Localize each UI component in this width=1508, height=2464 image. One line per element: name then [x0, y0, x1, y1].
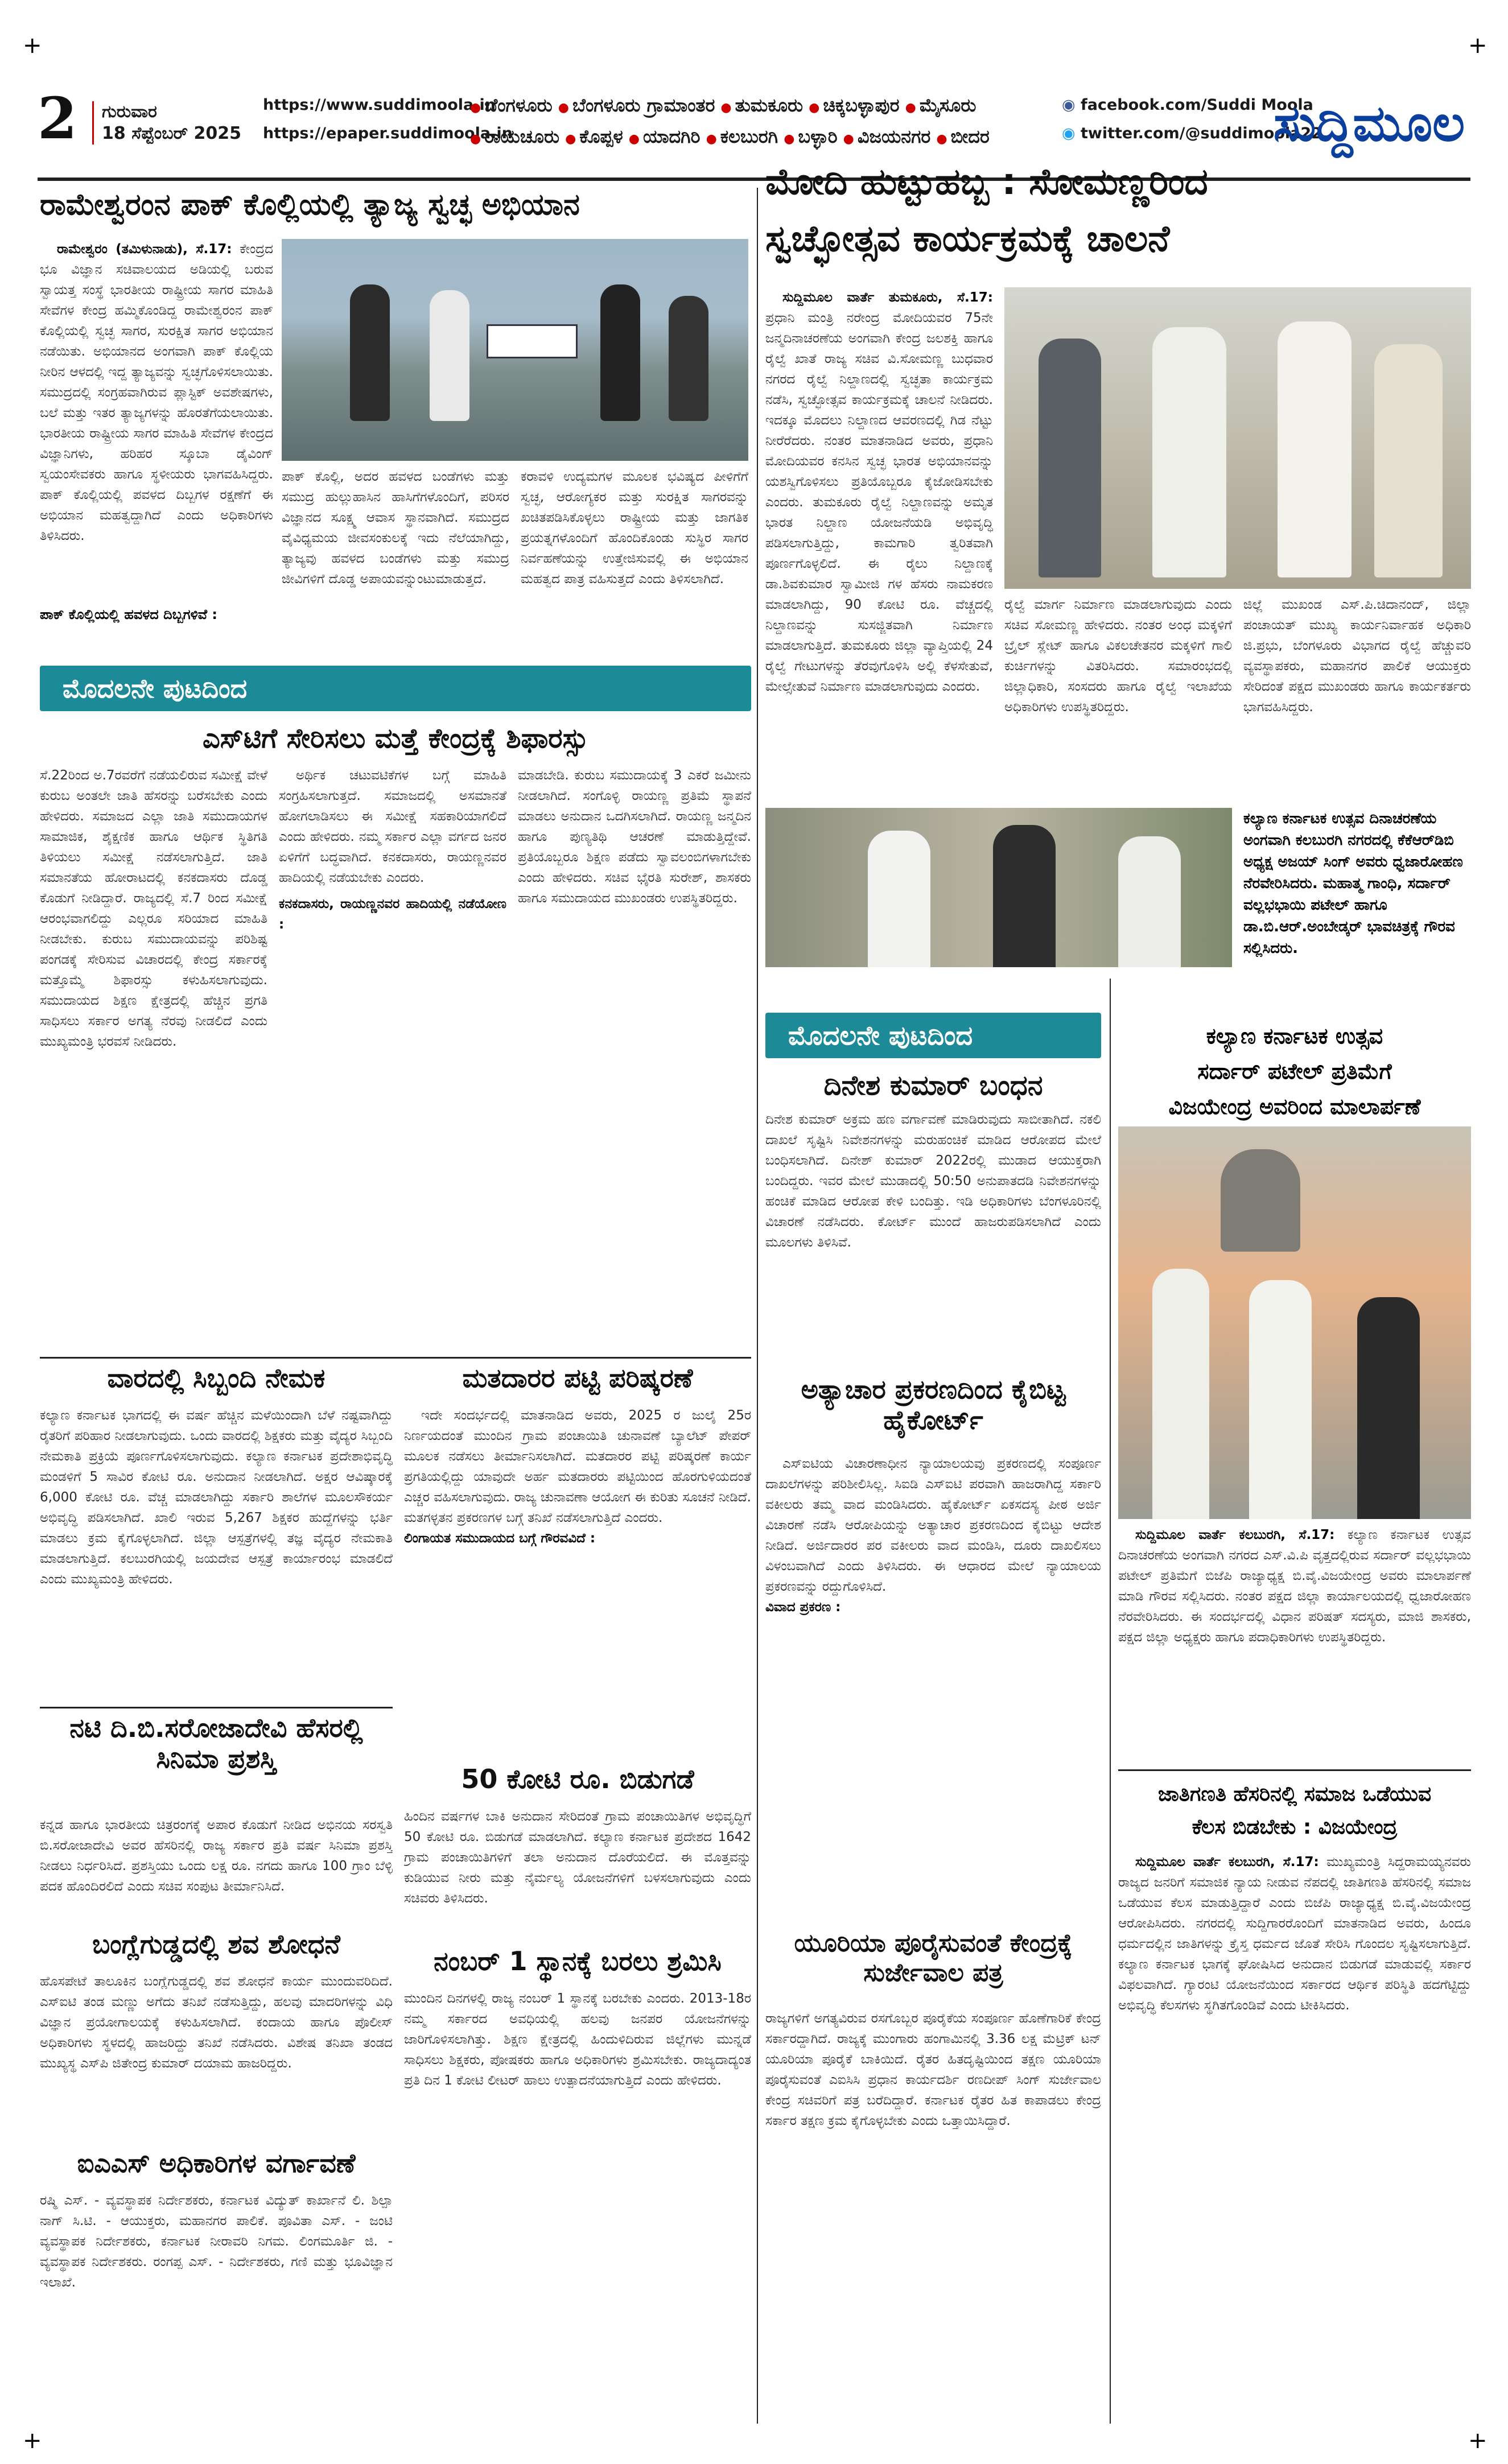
headline-line-1: ಮೋದಿ ಹುಟ್ಟುಹಬ್ಬ : ಸೋಮಣ್ಣರಿಂದ: [765, 161, 1208, 203]
headline: ದಿನೇಶ ಕುಮಾರ್ ಬಂಧನ: [823, 1070, 1043, 1101]
issue-date-text: 18 ಸೆಪ್ಟೆಂಬರ್ 2025: [102, 123, 242, 143]
headline: ವಾರದಲ್ಲಿ ಸಿಬ್ಬಂದಿ ನೇಮಕ: [107, 1363, 326, 1393]
city: ● ಬೆಂಗಳೂರು: [470, 94, 553, 116]
twitter-link[interactable]: ◉ twitter.com/@suddimoola22: [1062, 125, 1322, 142]
facebook-link[interactable]: ◉ facebook.com/Suddi Moola: [1062, 96, 1313, 114]
headline: ಯೂರಿಯಾ ಪೂರೈಸುವಂತೆ ಕೇಂದ್ರಕ್ಕೆ ಸುರ್ಜೇವಾಲ ಪತ್ರ: [794, 1929, 1073, 1987]
dateline: ಸುದ್ದಿಮೂಲ ವಾರ್ತೆ ಕಲಬುರಗಿ, ಸೆ.17:: [1135, 1855, 1319, 1869]
headline: ಎಸ್‌ಟಿಗೆ ಸೇರಿಸಲು ಮತ್ತೆ ಕೇಂದ್ರಕ್ಕೆ ಶಿಫಾರಸ್ಸು: [202, 723, 589, 754]
article-body: ಸುದ್ದಿಮೂಲ ವಾರ್ತೆ ಕಲಬುರಗಿ, ಸೆ.17: ಮುಖ್ಯಮಂತ್ರಿ ಸಿದ್ದರಾಮಯ್ಯನವರು ರಾಜ್ಯದ ಜನರಿಗೆ ಸಮಾಜಿಕ ನ್ಯಾಯ ನೀಡುವ ನೆಪದಲ್ಲಿ ಜಾತಿಗಣತಿ ಹೆಸರಿನಲ್ಲಿ ಸಮಾಜ ಒಡೆಯುವ ಕೆಲಸ ಮಾಡುತ್ತಿದ್ದಾರೆ ಎಂದು ಬಿಜೆಪಿ ರಾಜ್ಯಾಧ್ಯಕ್ಷ ಬಿ.ವೈ.ವಿಜಯೇಂದ್ರ ಆರೋಪಿಸಿದರು. ನಗರದಲ್ಲಿ ಸುದ್ದಿಗಾರರೊಂದಿಗೆ ಮಾತನಾಡಿದ ಅವರು, ಹಿಂದೂ ಧರ್ಮದಲ್ಲಿನ ಜಾತಿಗಳನ್ನು ಕ್ರೈಸ್ತ ಧರ್ಮದ ಜೊತೆ ಸೇರಿಸಿ ಗೊಂದಲ ಸೃಷ್ಟಿಸಲಾಗುತ್ತಿದೆ. ಕಲ್ಯಾಣ ಕರ್ನಾಟಕ ಭಾಗಕ್ಕೆ ಘೋಷಿಸಿದ ಅನುದಾನ ಬಿಡುಗಡೆ ಮಾಡುವಲ್ಲಿ ಸರ್ಕಾರ ವಿಫಲವಾಗಿದೆ. ಗ್ಯಾರಂಟಿ ಯೋಜನೆಯಿಂದ ಸರ್ಕಾರದ ಆರ್ಥಿಕ ಪರಿಸ್ಥಿತಿ ಹದಗೆಟ್ಟಿದ್ದು ಅಭಿವೃದ್ಧಿ ಕೆಲಸಗಳು ಸ್ಥಗಿತಗೊಂಡಿವೆ ಎಂದು ಟೀಕಿಸಿದರು.: [1118, 1855, 1471, 2013]
issue-day: ಗುರುವಾರ: [102, 102, 157, 122]
article-body: ಕಲ್ಯಾಣ ಕರ್ನಾಟಕ ಭಾಗದಲ್ಲಿ ಈ ವರ್ಷ ಹೆಚ್ಚಿನ ಮಳೆಯಿಂದಾಗಿ ಬೆಳೆ ನಷ್ಟವಾಗಿದ್ದು ರೈತರಿಗೆ ಪರಿಹಾರ ನೀಡಲಾಗುವುದು. ಒಂದು ವಾರದಲ್ಲಿ ಶಿಕ್ಷಕರು ಮತ್ತು ವೈದ್ಯರ ಸಿಬ್ಬಂದಿ ನೇಮಕಾತಿ ಪ್ರಕ್ರಿಯೆ ಪೂರ್ಣಗೊಳಿಸಲಾಗುವುದು. ಕಲ್ಯಾಣ ಕರ್ನಾಟಕ ಪ್ರದೇಶಾಭಿವೃದ್ಧಿ ಮಂಡಳಿಗೆ 5 ಸಾವಿರ ಕೋಟಿ ರೂ. ಅನುದಾನ ನೀಡಲಾಗಿದೆ. ಅಕ್ಷರ ಆವಿಷ್ಕಾರಕ್ಕೆ 6,000 ಕೋಟಿ ರೂ. ವೆಚ್ಚ ಮಾಡಲಾಗಿದ್ದು ಸರ್ಕಾರಿ ಶಾಲೆಗಳ ಮೂಲಸೌಕರ್ಯ ಅಭಿವೃದ್ಧಿ ಪಡಿಸಲಾಗಿದೆ. ಖಾಲಿ ಇರುವ 5,267 ಶಿಕ್ಷಕರ ಹುದ್ದೆಗಳನ್ನು ಭರ್ತಿ ಮಾಡಲು ಕ್ರಮ ಕೈಗೊಳ್ಳಲಾಗಿದೆ. ಜಿಲ್ಲಾ ಆಸ್ಪತ್ರೆಗಳಲ್ಲಿ ತಜ್ಞ ವೈದ್ಯರ ನೇಮಕಾತಿ ಮಾಡಲಾಗುತ್ತಿದೆ. ಕಲಬುರಗಿಯಲ್ಲಿ ಜಯದೇವ ಆಸ್ಪತ್ರೆ ಕಾರ್ಯಾರಂಭ ಮಾಡಲಿದೆ ಎಂದು ಮುಖ್ಯಮಂತ್ರಿ ಹೇಳಿದರು.: [40, 1408, 393, 1587]
dateline: ರಾಮೇಶ್ವರಂ (ತಮಿಳುನಾಡು), ಸೆ.17:: [57, 242, 232, 257]
headline-line-1: ಕಲ್ಯಾಣ ಕರ್ನಾಟಕ ಉತ್ಸವ: [1206, 1023, 1383, 1049]
article-body: ಅರ್ಥಿಕ ಚಟುವಟಿಕೆಗಳ ಬಗ್ಗೆ ಮಾಹಿತಿ ಸಂಗ್ರಹಿಸಲಾಗುತ್ತದೆ. ಸಮಾಜದಲ್ಲಿ ಅಸಮಾನತೆ ಹೋಗಲಾಡಿಸಲು ಈ ಸಮೀಕ್ಷೆ ಸಹಕಾರಿಯಾಗಲಿದೆ ಎಂದು ಹೇಳಿದರು. ನಮ್ಮ ಸರ್ಕಾರ ಎಲ್ಲಾ ವರ್ಗದ ಜನರ ಏಳಿಗೆಗೆ ಬದ್ಧವಾಗಿದೆ. ಕನಕದಾಸರು, ರಾಯಣ್ಣನವರ ಹಾದಿಯಲ್ಲಿ ನಡೆಯಬೇಕು ಎಂದರು. ಕನಕದಾಸರು, ರಾಯಣ್ಣನವರ ಹಾದಿಯಲ್ಲಿ ನಡೆಯೋಣ :: [279, 765, 506, 1334]
article-body: ದಿನೇಶ ಕುಮಾರ್ ಅಕ್ರಮ ಹಣ ವರ್ಗಾವಣೆ ಮಾಡಿರುವುದು ಸಾಬೀತಾಗಿದೆ. ನಕಲಿ ದಾಖಲೆ ಸೃಷ್ಟಿಸಿ ನಿವೇಶನಗಳನ್ನು ಮರುಹಂಚಿಕೆ ಮಾಡಿದ ಆರೋಪದ ಮೇಲೆ ಬಂಧಿಸಲಾಗಿದೆ. ದಿನೇಶ್ ಕುಮಾರ್ 2022ರಲ್ಲಿ ಮುಡಾದ ಆಯುಕ್ತರಾಗಿ ಬಂದಿದ್ದರು. ಇವರ ಮೇಲೆ ಮುಡಾದಲ್ಲಿ 50:50 ಅನುಪಾತದಡಿ ನಿವೇಶನಗಳನ್ನು ಹಂಚಿಕೆ ಮಾಡಿದ ಆರೋಪ ಕೇಳಿ ಬಂದಿತ್ತು. ಇಡಿ ಅಧಿಕಾರಿಗಳು ಬೆಂಗಳೂರಿನಲ್ಲಿ ವಿಚಾರಣೆ ನಡೆಸಿದರು. ಕೋರ್ಟ್ ಮುಂದೆ ಹಾಜರುಪಡಿಸಲಾಗಿದೆ ಎಂದು ಮೂಲಗಳು ತಿಳಿಸಿವೆ.: [765, 1112, 1101, 1250]
dateline: ಸುದ್ದಿಮೂಲ ವಾರ್ತೆ ತುಮಕೂರು, ಸೆ.17:: [782, 290, 993, 305]
article-body: ಇದೇ ಸಂದರ್ಭದಲ್ಲಿ ಮಾತನಾಡಿದ ಅವರು, 2025 ರ ಜುಲೈ 25ರ ನಿರ್ಣಯದಂತೆ ಮುಂದಿನ ಗ್ರಾಮ ಪಂಚಾಯಿತಿ ಚುನಾವಣೆ ಬ್ಯಾಲೆಟ್ ಪೇಪರ್ ಮೂಲಕ ನಡೆಸಲು ತೀರ್ಮಾನಿಸಲಾಗಿದೆ. ಮತದಾರರ ಪಟ್ಟಿ ಪರಿಷ್ಕರಣೆ ಕಾರ್ಯ ಪ್ರಗತಿಯಲ್ಲಿದ್ದು ಯಾವುದೇ ಅರ್ಹ ಮತದಾರರು ಪಟ್ಟಿಯಿಂದ ಹೊರಗುಳಿಯದಂತೆ ಎಚ್ಚರ ವಹಿಸಲಾಗುವುದು. ರಾಜ್ಯ ಚುನಾವಣಾ ಆಯೋಗ ಈ ಕುರಿತು ಸೂಚನೆ ನೀಡಿದೆ. ಮತಗಳ್ಳತನ ಪ್ರಕರಣಗಳ ಬಗ್ಗೆ ತನಿಖೆ ನಡೆಸಲಾಗುತ್ತಿದೆ ಎಂದರು. ಲಿಂಗಾಯತ ಸಮುದಾಯದ ಬಗ್ಗೆ ಗೌರವವಿದೆ :: [404, 1405, 751, 1758]
registration-mark-bottom-right: +: [1468, 2428, 1488, 2454]
headline: [1118, 1018, 1471, 1124]
subheading: ಲಿಂಗಾಯತ ಸಮುದಾಯದ ಬಗ್ಗೆ ಗೌರವವಿದೆ :: [404, 1531, 596, 1546]
headline-line-3: ವಿಜಯೇಂದ್ರ ಅವರಿಂದ ಮಾಲಾರ್ಪಣೆ: [1168, 1094, 1421, 1119]
epaper-link[interactable]: https://epaper.suddimoola.in: [263, 125, 513, 142]
photo-caption: ಕಲ್ಯಾಣ ಕರ್ನಾಟಕ ಉತ್ಸವ ದಿನಾಚರಣೆಯ ಅಂಗವಾಗಿ ಕಲಬುರಗಿ ನಗರದಲ್ಲಿ ಕೆಕೆಆರ್‌ಡಿಬಿ ಅಧ್ಯಕ್ಷ ಅಜಯ್ ಸಿಂಗ್ ಅವರು ಧ್ವಜಾರೋಹಣ ನೆರವೇರಿಸಿದರು. ಮಹಾತ್ಮ ಗಾಂಧಿ, ಸರ್ದಾರ್ ವಲ್ಲಭಭಾಯಿ ಪಟೇಲ್ ಹಾಗೂ ಡಾ.ಬಿ.ಆರ್.ಅಂಬೇಡ್ಕರ್ ಭಾವಚಿತ್ರಕ್ಕೆ ಗೌರವ ಸಲ್ಲಿಸಿದರು.: [1243, 810, 1463, 957]
headline-line-2: ಕೆಲಸ ಬಿಡಬೇಕು : ವಿಜಯೇಂದ್ರ: [1192, 1815, 1398, 1839]
subheading: ವಿವಾದ ಪ್ರಕರಣ :: [765, 1600, 841, 1615]
registration-mark-top-left: +: [23, 32, 42, 59]
city: ● ಮೈಸೂರು: [905, 94, 977, 116]
article-body: ಸುದ್ದಿಮೂಲ ವಾರ್ತೆ ಕಲಬುರಗಿ, ಸೆ.17: ಕಲ್ಯಾಣ ಕರ್ನಾಟಕ ಉತ್ಸವ ದಿನಾಚರಣೆಯ ಅಂಗವಾಗಿ ನಗರದ ಎಸ್.ವಿ.ಪಿ ವೃತ್ತದಲ್ಲಿರುವ ಸರ್ದಾರ್ ವಲ್ಲಭಭಾಯಿ ಪಟೇಲ್ ಪ್ರತಿಮೆಗೆ ಬಿಜೆಪಿ ರಾಜ್ಯಾಧ್ಯಕ್ಷ ಬಿ.ವೈ.ವಿಜಯೇಂದ್ರ ಅವರು ಮಾಲಾರ್ಪಣೆ ಮಾಡಿ ಗೌರವ ಸಲ್ಲಿಸಿದರು. ನಂತರ ಪಕ್ಷದ ಜಿಲ್ಲಾ ಕಾರ್ಯಾಲಯದಲ್ಲಿ ಧ್ವಜಾರೋಹಣ ನೆರವೇರಿಸಿದರು. ಈ ಸಂದರ್ಭದಲ್ಲಿ ವಿಧಾನ ಪರಿಷತ್ ಸದಸ್ಯರು, ಮಾಜಿ ಶಾಸಕರು, ಪಕ್ಷದ ಜಿಲ್ಲಾ ಅಧ್ಯಕ್ಷರು ಹಾಗೂ ಪದಾಧಿಕಾರಿಗಳು ಉಪಸ್ಥಿತರಿದ್ದರು.: [1118, 1528, 1471, 1645]
photo-kalyana-karnataka-flag: [765, 808, 1232, 967]
article-body: ರಾಮೇಶ್ವರಂ (ತಮಿಳುನಾಡು), ಸೆ.17: ಕೇಂದ್ರದ ಭೂ ವಿಜ್ಞಾನ ಸಚಿವಾಲಯದ ಅಡಿಯಲ್ಲಿ ಬರುವ ಸ್ವಾಯತ್ತ ಸಂಸ್ಥೆ ಭಾರತೀಯ ರಾಷ್ಟ್ರೀಯ ಸಾಗರ ಮಾಹಿತಿ ಸೇವೆಗಳ ಕೇಂದ್ರ ಹಮ್ಮಿಕೊಂಡಿದ್ದ ರಾಮೇಶ್ವರಂನ ಪಾಕ್ ಕೊಲ್ಲಿಯಲ್ಲಿ ಸ್ವಚ್ಛ ಸಾಗರ, ಸುರಕ್ಷಿತ ಸಾಗರ ಅಭಿಯಾನ ನಡೆಯಿತು. ಅಭಿಯಾನದ ಅಂಗವಾಗಿ ಪಾಕ್ ಕೊಲ್ಲಿಯ ನೀರಿನ ಆಳದಲ್ಲಿ ಇದ್ದ ತ್ಯಾಜ್ಯವನ್ನು ಸ್ವಚ್ಛಗೊಳಿಸಲಾಯಿತು. ಸಮುದ್ರದಲ್ಲಿ ಸಂಗ್ರಹವಾಗಿರುವ ಪ್ಲಾಸ್ಟಿಕ್ ಅವಶೇಷಗಳು, ಬಲೆ ಮತ್ತು ಇತರ ತ್ಯಾಜ್ಯಗಳನ್ನು ಹೊರತೆಗೆಯಲಾಯಿತು. ಭಾರತೀಯ ರಾಷ್ಟ್ರೀಯ ಸಾಗರ ಮಾಹಿತಿ ಸೇವೆಗಳ ಕೇಂದ್ರದ ವಿಜ್ಞಾನಿಗಳು, ಹರಿಹರ ಸ್ಕೂಬಾ ಡೈವಿಂಗ್ ಸ್ವಯಂಸೇವಕರು ಹಾಗೂ ಸ್ಥಳೀಯರು ಭಾಗವಹಿಸಿದ್ದರು. ಪಾಕ್ ಕೊಲ್ಲಿಯಲ್ಲಿ ಪವಳದ ದಿಬ್ಬಗಳ ರಕ್ಷಣೆಗೆ ಈ ಅಭಿಯಾನ ಮಹತ್ವದ್ದಾಗಿದೆ ಎಂದು ಅಧಿಕಾರಿಗಳು ತಿಳಿಸಿದರು.: [40, 242, 273, 543]
city: ● ಯಾದಗಿರಿ: [629, 126, 701, 147]
column-divider: [1110, 979, 1111, 2424]
section-banner: ಮೊದಲನೇ ಪುಟದಿಂದ: [765, 1013, 1101, 1058]
cities-row-1: [470, 91, 1050, 122]
dateline: ಸುದ್ದಿಮೂಲ ವಾರ್ತೆ ಕಲಬುರಗಿ, ಸೆ.17:: [1135, 1528, 1335, 1542]
divider: [40, 1357, 751, 1359]
headline-line-2: ಸ್ವಚ್ಛೋತ್ಸವ ಕಾರ್ಯಕ್ರಮಕ್ಕೆ ಚಾಲನೆ: [765, 218, 1170, 260]
article-body: ಪಾಕ್ ಕೊಲ್ಲಿ, ಅದರ ಹವಳದ ಬಂಡೆಗಳು ಮತ್ತು ಸಮುದ್ರ ಹುಲ್ಲುಹಾಸಿನ ಹಾಸಿಗೆಗಳೊಂದಿಗೆ, ಪರಿಸರ ವಿಜ್ಞಾನದ ಸೂಕ್ಷ್ಮ ಆವಾಸ ಸ್ಥಾನವಾಗಿದೆ. ಸಮುದ್ರದ ವೈವಿಧ್ಯಮಯ ಜೀವಸಂಕುಲಕ್ಕೆ ಇದು ನೆಲೆಯಾಗಿದ್ದು, ತ್ಯಾಜ್ಯವು ಹವಳದ ಬಂಡೆಗಳು ಮತ್ತು ಸಮುದ್ರ ಜೀವಿಗಳಿಗೆ ದೊಡ್ಡ ಅಪಾಯವನ್ನುಂಟುಮಾಡುತ್ತದೆ.: [282, 469, 509, 587]
city: ● ಬಳ್ಳಾರಿ: [784, 126, 837, 147]
photo-vijayendra-garland: [1118, 1126, 1471, 1519]
twitter-icon: ◉: [1062, 125, 1081, 142]
article-body: ಹಿಂದಿನ ವರ್ಷಗಳ ಬಾಕಿ ಅನುದಾನ ಸೇರಿದಂತೆ ಗ್ರಾಮ ಪಂಚಾಯಿತಿಗಳ ಅಭಿವೃದ್ಧಿಗೆ 50 ಕೋಟಿ ರೂ. ಬಿಡುಗಡೆ ಮಾಡಲಾಗಿದೆ. ಕಲ್ಯಾಣ ಕರ್ನಾಟಕ ಪ್ರದೇಶದ 1642 ಗ್ರಾಮ ಪಂಚಾಯಿತಿಗಳಿಗೆ ತಲಾ ಅನುದಾನ ದೊರೆಯಲಿದೆ. ಈ ಮೊತ್ತವನ್ನು ಕುಡಿಯುವ ನೀರು ಮತ್ತು ನೈರ್ಮಲ್ಯ ಯೋಜನೆಗಳಿಗೆ ಬಳಸಲಾಗುವುದು ಎಂದು ಸಚಿವರು ತಿಳಿಸಿದರು.: [404, 1809, 751, 1906]
article-body: ಮುಂದಿನ ದಿನಗಳಲ್ಲಿ ರಾಜ್ಯ ನಂಬರ್ 1 ಸ್ಥಾನಕ್ಕೆ ಬರಬೇಕು ಎಂದರು. 2013-18ರ ನಮ್ಮ ಸರ್ಕಾರದ ಅವಧಿಯಲ್ಲಿ ಹಲವು ಜನಪರ ಯೋಜನೆಗಳನ್ನು ಜಾರಿಗೊಳಿಸಲಾಗಿತ್ತು. ಶಿಕ್ಷಣ ಕ್ಷೇತ್ರದಲ್ಲಿ ಹಿಂದುಳಿದಿರುವ ಜಿಲ್ಲೆಗಳು ಮುನ್ನಡೆ ಸಾಧಿಸಲು ಶಿಕ್ಷಕರು, ಪೋಷಕರು ಹಾಗೂ ಅಧಿಕಾರಿಗಳು ಶ್ರಮಿಸಬೇಕು. ರಾಜ್ಯದಾದ್ಯಂತ ಪ್ರತಿ ದಿನ 1 ಕೋಟಿ ಲೀಟರ್ ಹಾಲು ಉತ್ಪಾದನೆಯಾಗುತ್ತಿದೆ ಎಂದು ಹೇಳಿದರು.: [404, 1991, 751, 2088]
city: ● ಕೊಪ್ಪಳ: [565, 126, 623, 147]
headline: ಬಂಗ್ಲೆಗುಡ್ಡದಲ್ಲಿ ಶವ ಶೋಧನೆ: [92, 1929, 340, 1959]
city: ● ವಿಜಯನಗರ: [843, 126, 931, 147]
facebook-icon: ◉: [1062, 96, 1081, 114]
headline: ನಂಬರ್ 1 ಸ್ಥಾನಕ್ಕೆ ಬರಲು ಶ್ರಮಿಸಿ: [434, 1946, 722, 1976]
headline: ಅತ್ಯಾಚಾರ ಪ್ರಕರಣದಿಂದ ಕೈಬಿಟ್ಟ ಹೈಕೋರ್ಟ್: [801, 1374, 1066, 1436]
section-banner: ಮೊದಲನೇ ಪುಟದಿಂದ: [40, 666, 751, 711]
article-body: ಮಾಡಬೇಡಿ. ಕುರುಬ ಸಮುದಾಯಕ್ಕೆ 3 ಎಕರೆ ಜಮೀನು ನೀಡಲಾಗಿದೆ. ಸಂಗೊಳ್ಳಿ ರಾಯಣ್ಣ ಪ್ರತಿಮೆ ಸ್ಥಾಪನೆ ಮಾಡಲು ಅನುದಾನ ಒದಗಿಸಲಾಗಿದೆ. ರಾಯಣ್ಣ ಜನ್ಮದಿನ ಹಾಗೂ ಪುಣ್ಯತಿಥಿ ಆಚರಣೆ ಮಾಡುತ್ತಿದ್ದೇವೆ. ಪ್ರತಿಯೊಬ್ಬರೂ ಶಿಕ್ಷಣ ಪಡೆದು ಸ್ವಾವಲಂಬಿಗಳಾಗಬೇಕು ಎಂದು ಹೇಳಿದರು. ಸಚಿವ ಭೈರತಿ ಸುರೇಶ್, ಶಾಸಕರು ಹಾಗೂ ಸಮುದಾಯದ ಮುಖಂಡರು ಉಪಸ್ಥಿತರಿದ್ದರು.: [518, 768, 751, 906]
headline: ನಟಿ ದಿ.ಬಿ.ಸರೋಜಾದೇವಿ ಹೆಸರಲ್ಲಿ ಸಿನಿಮಾ ಪ್ರಶಸ್ತಿ: [69, 1712, 363, 1774]
article-body: ರಾಜ್ಯಗಳಿಗೆ ಅಗತ್ಯವಿರುವ ರಸಗೊಬ್ಬರ ಪೂರೈಕೆಯ ಸಂಪೂರ್ಣ ಹೊಣೆಗಾರಿಕೆ ಕೇಂದ್ರ ಸರ್ಕಾರದ್ದಾಗಿದೆ. ರಾಜ್ಯಕ್ಕೆ ಮುಂಗಾರು ಹಂಗಾಮಿನಲ್ಲಿ 3.36 ಲಕ್ಷ ಮೆಟ್ರಿಕ್ ಟನ್ ಯೂರಿಯಾ ಪೂರೈಕೆ ಬಾಕಿಯಿದೆ. ರೈತರ ಹಿತದೃಷ್ಟಿಯಿಂದ ತಕ್ಷಣ ಯೂರಿಯಾ ಪೂರೈಸುವಂತೆ ಎಐಸಿಸಿ ಪ್ರಧಾನ ಕಾರ್ಯದರ್ಶಿ ರಣದೀಪ್ ಸಿಂಗ್ ಸುರ್ಜೇವಾಲ ಕೇಂದ್ರ ಸಚಿವರಿಗೆ ಪತ್ರ ಬರೆದಿದ್ದಾರೆ. ಕರ್ನಾಟಕ ರೈತರ ಹಿತ ಕಾಪಾಡಲು ಕೇಂದ್ರ ಸರ್ಕಾರ ತಕ್ಷಣ ಕ್ರಮ ಕೈಗೊಳ್ಳಬೇಕು ಎಂದು ಒತ್ತಾಯಿಸಿದ್ದಾರೆ.: [765, 2011, 1101, 2128]
article-body: ಸೆ.22ರಿಂದ ಅ.7ರವರೆಗೆ ನಡೆಯಲಿರುವ ಸಮೀಕ್ಷೆ ವೇಳೆ ಕುರುಬ ಅಂತಲೇ ಜಾತಿ ಹೆಸರನ್ನು ಬರೆಸಬೇಕು ಎಂದು ಹೇಳಿದರು. ಸಮಾಜದ ಎಲ್ಲಾ ಜಾತಿ ಸಮುದಾಯಗಳ ಸಾಮಾಜಿಕ, ಶೈಕ್ಷಣಿಕ ಹಾಗೂ ಆರ್ಥಿಕ ಸ್ಥಿತಿಗತಿ ತಿಳಿಯಲು ಸಮೀಕ್ಷೆ ನಡೆಸಲಾಗುತ್ತಿದೆ. ಜಾತಿ ಸಮಾನತೆಯ ಹೋರಾಟದಲ್ಲಿ ಕನಕದಾಸರು ದೊಡ್ಡ ಕೊಡುಗೆ ನೀಡಿದ್ದಾರೆ. ರಾಜ್ಯದಲ್ಲಿ ಸೆ.7 ರಿಂದ ಸಮೀಕ್ಷೆ ಆರಂಭವಾಗಲಿದ್ದು ಎಲ್ಲರೂ ಸರಿಯಾದ ಮಾಹಿತಿ ನೀಡಬೇಕು. ಕುರುಬ ಸಮುದಾಯವನ್ನು ಪರಿಶಿಷ್ಟ ಪಂಗಡಕ್ಕೆ ಸೇರಿಸುವ ವಿಚಾರದಲ್ಲಿ ಕೇಂದ್ರ ಸರ್ಕಾರಕ್ಕೆ ಮತ್ತೊಮ್ಮೆ ಶಿಫಾರಸ್ಸು ಕಳುಹಿಸಲಾಗುವುದು. ಸಮುದಾಯದ ಶಿಕ್ಷಣ ಕ್ಷೇತ್ರದಲ್ಲಿ ಹೆಚ್ಚಿನ ಪ್ರಗತಿ ಸಾಧಿಸಲು ಸರ್ಕಾರ ಅಗತ್ಯ ನೆರವು ನೀಡಲಿದೆ ಎಂದು ಮುಖ್ಯಮಂತ್ರಿ ಭರವಸೆ ನೀಡಿದರು.: [40, 768, 267, 1049]
registration-mark-top-right: +: [1468, 32, 1488, 59]
divider: [40, 1707, 393, 1708]
subheading: ಪಾಕ್ ಕೊಲ್ಲಿಯಲ್ಲಿ ಹವಳದ ದಿಬ್ಬಗಳಿವೆ :: [40, 606, 218, 622]
photo-somanna-cleanliness: [1004, 287, 1471, 589]
article-body: ಜಿಲ್ಲೆ ಮುಖಂಡ ಎಸ್.ಪಿ.ಚಿದಾನಂದ್, ಜಿಲ್ಲಾ ಪಂಚಾಯತ್ ಮುಖ್ಯ ಕಾರ್ಯನಿರ್ವಾಹಕ ಅಧಿಕಾರಿ ಜಿ.ಪ್ರಭು, ಬೆಂಗಳೂರು ವಿಭಾಗದ ರೈಲ್ವೆ ಹೆಚ್ಚುವರಿ ವ್ಯವಸ್ಥಾಪಕರು, ಮಹಾನಗರ ಪಾಲಿಕೆ ಆಯುಕ್ತರು ಸೇರಿದಂತೆ ಪಕ್ಷದ ಮುಖಂಡರು ಹಾಗೂ ಕಾರ್ಯಕರ್ತರು ಭಾಗವಹಿಸಿದ್ದರು.: [1243, 597, 1471, 715]
city: ● ರಾಯಚೂರು: [470, 126, 559, 147]
subheading: ಕನಕದಾಸರು, ರಾಯಣ್ಣನವರ ಹಾದಿಯಲ್ಲಿ ನಡೆಯೋಣ :: [279, 897, 506, 932]
headline: ರಾಮೇಶ್ವರಂನ ಪಾಕ್ ಕೊಲ್ಲಿಯಲ್ಲಿ ತ್ಯಾಜ್ಯ ಸ್ವಚ್ಛ ಅಭಿಯಾನ: [40, 188, 580, 222]
headline: ಮತದಾರರ ಪಟ್ಟಿ ಪರಿಷ್ಕರಣೆ: [462, 1363, 693, 1393]
cities-row-2: [470, 122, 1050, 154]
article-body: ಹೊಸಪೇಟೆ ತಾಲೂಕಿನ ಬಂಗ್ಲೆಗುಡ್ಡದಲ್ಲಿ ಶವ ಶೋಧನೆ ಕಾರ್ಯ ಮುಂದುವರಿದಿದೆ. ಎಸ್‌ಐಟಿ ತಂಡ ಮಣ್ಣು ಅಗೆದು ತನಿಖೆ ನಡೆಸುತ್ತಿದ್ದು, ಹಲವು ಮಾದರಿಗಳನ್ನು ವಿಧಿ ವಿಜ್ಞಾನ ಪ್ರಯೋಗಾಲಯಕ್ಕೆ ಕಳುಹಿಸಲಾಗಿದೆ. ಕಂದಾಯ ಹಾಗೂ ಪೊಲೀಸ್ ಅಧಿಕಾರಿಗಳು ಸ್ಥಳದಲ್ಲಿ ಹಾಜರಿದ್ದು ತನಿಖೆ ನಡೆಸಿದರು. ವಿಶೇಷ ತನಿಖಾ ತಂಡದ ಮುಖ್ಯಸ್ಥ ಎಸ್‌ಪಿ ಜಿತೇಂದ್ರ ಕುಮಾರ್ ದಯಾಮ ಹಾಜರಿದ್ದರು.: [40, 1974, 393, 2071]
city: ● ಬೀದರ: [936, 126, 990, 147]
article-body: ಕನ್ನಡ ಹಾಗೂ ಭಾರತೀಯ ಚಿತ್ರರಂಗಕ್ಕೆ ಅಪಾರ ಕೊಡುಗೆ ನೀಡಿದ ಅಭಿನಯ ಸರಸ್ವತಿ ಬಿ.ಸರೋಜಾದೇವಿ ಅವರ ಹೆಸರಿನಲ್ಲಿ ರಾಜ್ಯ ಸರ್ಕಾರ ಪ್ರತಿ ವರ್ಷ ಸಿನಿಮಾ ಪ್ರಶಸ್ತಿ ನೀಡಲು ನಿರ್ಧರಿಸಿದೆ. ಪ್ರಶಸ್ತಿಯು ಒಂದು ಲಕ್ಷ ರೂ. ನಗದು ಹಾಗೂ 100 ಗ್ರಾಂ ಬೆಳ್ಳಿ ಪದಕ ಹೊಂದಿರಲಿದೆ ಎಂದು ಸಚಿವ ಸಂಪುಟ ತೀರ್ಮಾನಿಸಿದೆ.: [40, 1818, 393, 1894]
headline: 50 ಕೋಟಿ ರೂ. ಬಿಡುಗಡೆ: [461, 1764, 694, 1794]
photo-divers-cleanup: [282, 239, 748, 461]
website-link[interactable]: https://www.suddimoola.in: [263, 96, 496, 114]
headline-line-2: ಸರ್ದಾರ್ ಪಟೇಲ್ ಪ್ರತಿಮೆಗೆ: [1197, 1059, 1392, 1084]
registration-mark-bottom-left: +: [23, 2428, 42, 2454]
article-body: ರೈಲ್ವೆ ಮಾರ್ಗ ನಿರ್ಮಾಣ ಮಾಡಲಾಗುವುದು ಎಂದು ಸಚಿವ ಸೋಮಣ್ಣ ಹೇಳಿದರು. ನಂತರ ಅಂಧ ಮಕ್ಕಳಿಗೆ ಬ್ರೈಲ್ ಸ್ಲೇಟ್ ಹಾಗೂ ವಿಕಲಚೇತನರ ಮಕ್ಕಳಿಗೆ ಗಾಲಿ ಕುರ್ಚಿಗಳನ್ನು ವಿತರಿಸಿದರು. ಸಮಾರಂಭದಲ್ಲಿ ಜಿಲ್ಲಾಧಿಕಾರಿ, ಸಂಸದರು ಹಾಗೂ ರೈಲ್ವೆ ಇಲಾಖೆಯ ಅಧಿಕಾರಿಗಳು ಉಪಸ್ಥಿತರಿದ್ದರು.: [1004, 597, 1232, 715]
column-divider: [757, 188, 758, 2424]
article-body: ರಷ್ಮಿ ಎಸ್. - ವ್ಯವಸ್ಥಾಪಕ ನಿರ್ದೇಶಕರು, ಕರ್ನಾಟಕ ವಿದ್ಯುತ್ ಕಾರ್ಖಾನೆ ಲಿ. ಶಿಲ್ಪಾ ನಾಗ್ ಸಿ.ಟಿ. - ಆಯುಕ್ತರು, ಮಹಾನಗರ ಪಾಲಿಕೆ. ಪೂವಿತಾ ಎಸ್. - ಜಂಟಿ ವ್ಯವಸ್ಥಾಪಕ ನಿರ್ದೇಶಕರು, ಕರ್ನಾಟಕ ನೀರಾವರಿ ನಿಗಮ. ಲಿಂಗಮೂರ್ತಿ ಜಿ. - ವ್ಯವಸ್ಥಾಪಕ ನಿರ್ದೇಶಕರು. ರಂಗಪ್ಪ ಎಸ್. - ನಿರ್ದೇಶಕರು, ಗಣಿ ಮತ್ತು ಭೂವಿಜ್ಞಾನ ಇಲಾಖೆ.: [40, 2193, 393, 2290]
headline-line-1: ಜಾತಿಗಣತಿ ಹೆಸರಿನಲ್ಲಿ ಸಮಾಜ ಒಡೆಯುವ: [1157, 1782, 1432, 1806]
issue-date: [92, 101, 241, 145]
city: ● ತುಮಕೂರು: [720, 94, 803, 116]
city: ● ಕಲಬುರಗಿ: [706, 126, 778, 147]
city: ● ಚಿಕ್ಕಬಳ್ಳಾಪುರ: [809, 94, 899, 116]
article-body: ಎಸ್‌ಐಟಿಯ ವಿಚಾರಣಾಧೀನ ನ್ಯಾಯಾಲಯವು ಪ್ರಕರಣದಲ್ಲಿ ಸಂಪೂರ್ಣ ದಾಖಲೆಗಳನ್ನು ಪರಿಶೀಲಿಸಿಲ್ಲ. ಸಿಐಡಿ ಎಸ್‌ಐಟಿ ಪರವಾಗಿ ಹಾಜರಾಗಿದ್ದ ಸರ್ಕಾರಿ ವಕೀಲರು ತಮ್ಮ ವಾದ ಮಂಡಿಸಿದರು. ಹೈಕೋರ್ಟ್ ಏಕಸದಸ್ಯ ಪೀಠ ಅರ್ಜಿ ವಿಚಾರಣೆ ನಡೆಸಿ ಆರೋಪಿಯನ್ನು ಅತ್ಯಾಚಾರ ಪ್ರಕರಣದಿಂದ ಕೈಬಿಟ್ಟು ಆದೇಶ ನೀಡಿದೆ. ಅರ್ಜಿದಾರರ ಪರ ವಕೀಲರು ವಾದ ಮಂಡಿಸಿ, ದೂರು ದಾಖಲಿಸಲು ವಿಳಂಬವಾಗಿದೆ ಎಂದು ತಿಳಿಸಿದರು. ಈ ಆಧಾರದ ಮೇಲೆ ನ್ಯಾಯಾಲಯ ಪ್ರಕರಣವನ್ನು ರದ್ದುಗೊಳಿಸಿದೆ. ವಿವಾದ ಪ್ರಕರಣ :: [765, 1454, 1101, 1920]
article-body: ಸುದ್ದಿಮೂಲ ವಾರ್ತೆ ತುಮಕೂರು, ಸೆ.17: ಪ್ರಧಾನಿ ಮಂತ್ರಿ ನರೇಂದ್ರ ಮೋದಿಯವರ 75ನೇ ಜನ್ಮದಿನಾಚರಣೆಯ ಅಂಗವಾಗಿ ಕೇಂದ್ರ ಜಲಶಕ್ತಿ ಹಾಗೂ ರೈಲ್ವೆ ಖಾತೆ ರಾಜ್ಯ ಸಚಿವ ವಿ.ಸೋಮಣ್ಣ ಬುಧವಾರ ನಗರದ ರೈಲ್ವೆ ನಿಲ್ದಾಣದಲ್ಲಿ ಸ್ವಚ್ಛತಾ ಕಾರ್ಯಕ್ರಮ ನಡೆಸಿ, ಸ್ವಚ್ಛೋತ್ಸವ ಕಾರ್ಯಕ್ರಮಕ್ಕೆ ಚಾಲನೆ ನೀಡಿದರು. ಇದಕ್ಕೂ ಮೊದಲು ನಿಲ್ದಾಣದ ಆವರಣದಲ್ಲಿ ಗಿಡ ನೆಟ್ಟು ನೀರೆರೆದರು. ನಂತರ ಮಾತನಾಡಿದ ಅವರು, ಪ್ರಧಾನಿ ಮೋದಿಯವರ ಕನಸಿನ ಸ್ವಚ್ಛ ಭಾರತ ಅಭಿಯಾನವನ್ನು ಯಶಸ್ವಿಗೊಳಿಸಲು ಪ್ರತಿಯೊಬ್ಬರೂ ಕೈಜೋಡಿಸಬೇಕು ಎಂದರು. ತುಮಕೂರು ರೈಲ್ವೆ ನಿಲ್ದಾಣವನ್ನು ಅಮೃತ ಭಾರತ ನಿಲ್ದಾಣ ಯೋಜನೆಯಡಿ ಅಭಿವೃದ್ಧಿ ಪಡಿಸಲಾಗುತ್ತಿದ್ದು, ಕಾಮಗಾರಿ ತ್ವರಿತವಾಗಿ ಪೂರ್ಣಗೊಳ್ಳಲಿದೆ. ಈ ರೈಲು ನಿಲ್ದಾಣಕ್ಕೆ ಡಾ.ಶಿವಕುಮಾರ ಸ್ವಾಮೀಜಿ ಗಳ ಹೆಸರು ನಾಮಕರಣ ಮಾಡಲಾಗಿದ್ದು, 90 ಕೋಟಿ ರೂ. ವೆಚ್ಚದಲ್ಲಿ ನಿಲ್ದಾಣವನ್ನು ಸುಸಜ್ಜಿತವಾಗಿ ನಿರ್ಮಾಣ ಮಾಡಲಾಗುತ್ತಿದೆ. ತುಮಕೂರು ಜಿಲ್ಲಾ ವ್ಯಾಪ್ತಿಯಲ್ಲಿ 24 ರೈಲ್ವೆ ಗೇಟುಗಳನ್ನು ತೆರವುಗೊಳಿಸಿ ಅಲ್ಲಿ ಕೆಳಸೇತುವೆ, ಮೇಲ್ಸೇತುವೆ ನಿರ್ಮಾಣ ಮಾಡಲಾಗುವುದು ಎಂದರು.: [765, 290, 993, 694]
headline: ಐಎಎಸ್ ಅಧಿಕಾರಿಗಳ ವರ್ಗಾವಣೆ: [77, 2148, 356, 2178]
headline: [1118, 1778, 1471, 1844]
page-number: 2: [38, 85, 77, 152]
article-body: ಕರಾವಳಿ ಉದ್ಯಮಗಳ ಮೂಲಕ ಭವಿಷ್ಯದ ಪೀಳಿಗೆಗೆ ಸ್ವಚ್ಛ, ಆರೋಗ್ಯಕರ ಮತ್ತು ಸುರಕ್ಷಿತ ಸಾಗರವನ್ನು ಖಚಿತಪಡಿಸಿಕೊಳ್ಳಲು ರಾಷ್ಟ್ರೀಯ ಮತ್ತು ಜಾಗತಿಕ ಪ್ರಯತ್ನಗಳೊಂದಿಗೆ ಹೊಂದಿಕೊಂಡು ಸುಸ್ಥಿರ ಸಾಗರ ನಿರ್ವಹಣೆಯನ್ನು ಉತ್ತೇಜಿಸುವಲ್ಲಿ ಈ ಅಭಿಯಾನ ಮಹತ್ವದ ಪಾತ್ರ ವಹಿಸುತ್ತದೆ ಎಂದು ತಿಳಿಸಲಾಗಿದೆ.: [521, 469, 748, 587]
headline: [765, 154, 1471, 267]
newspaper-logo: ಸುದ್ದಿಮೂಲ: [1273, 93, 1465, 152]
edition-cities: [470, 91, 1050, 154]
city: ● ಬೆಂಗಳೂರು ಗ್ರಾಮಾಂತರ: [558, 94, 715, 116]
divider: [1118, 1769, 1471, 1771]
